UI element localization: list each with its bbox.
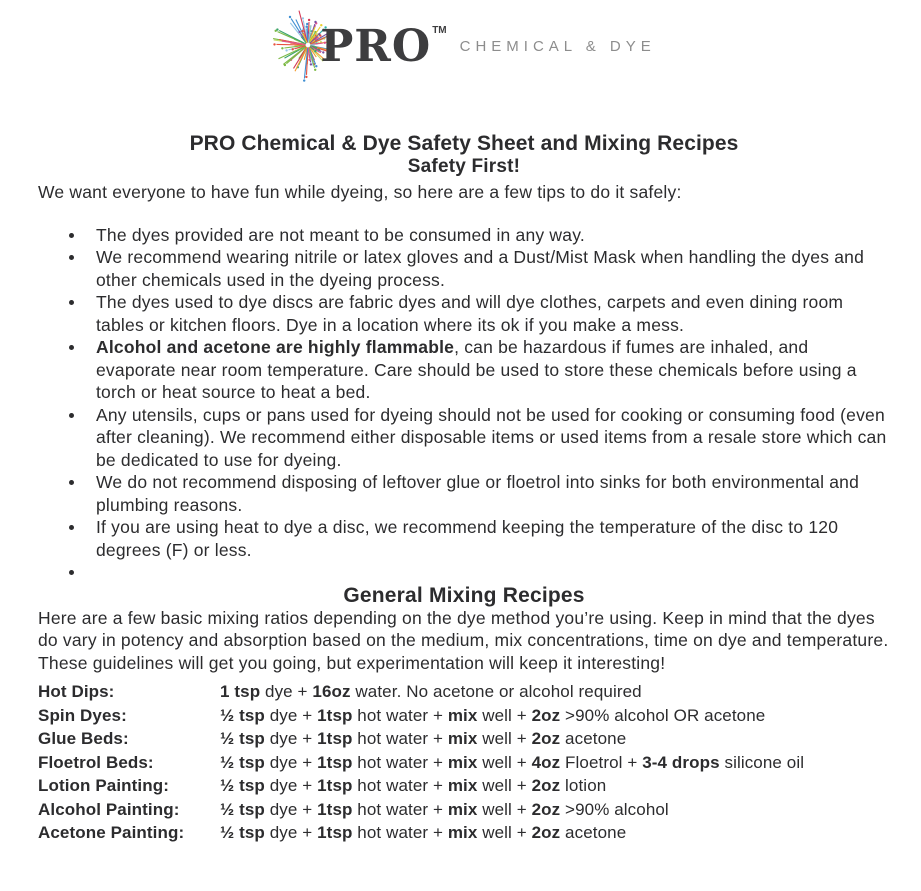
recipe-value xyxy=(220,798,890,822)
bold-text: ½ tsp xyxy=(220,752,265,772)
text: acetone xyxy=(560,729,627,748)
bold-text: 2oz xyxy=(531,729,561,748)
recipe-value xyxy=(220,821,890,845)
text: dye + xyxy=(264,705,318,725)
text: dye + xyxy=(264,799,318,819)
text: Floetrol + xyxy=(560,752,643,772)
recipe-row xyxy=(38,774,890,798)
recipe-label: Floetrol Beds: xyxy=(38,752,154,772)
recipe-row xyxy=(38,704,890,728)
text: acetone xyxy=(560,823,627,842)
bold-text: 1tsp xyxy=(317,799,353,819)
bold-text: mix xyxy=(447,799,478,819)
recipe-value xyxy=(220,727,890,751)
text: well + xyxy=(477,776,532,795)
recipe-row xyxy=(38,727,890,751)
text: We do not recommend disposing of leftover glue or floetrol into sinks for both environmental and plumbing reasons. xyxy=(96,472,860,515)
text: lotion xyxy=(560,776,607,795)
text: hot water + xyxy=(352,705,448,725)
text: hot water + xyxy=(352,799,448,819)
safety-bullet-item xyxy=(68,291,890,336)
text: silicone oil xyxy=(719,752,805,772)
recipe-label: Spin Dyes: xyxy=(38,705,127,725)
text: hot water + xyxy=(352,776,448,795)
mixing-recipes-heading: General Mixing Recipes xyxy=(343,583,585,607)
recipe-value xyxy=(220,704,890,728)
text: water. No acetone or alcohol required xyxy=(350,682,642,701)
bold-text: mix xyxy=(447,705,478,725)
recipe-row xyxy=(38,821,890,845)
bold-text: Alcohol and acetone are highly flammable xyxy=(96,337,455,357)
text: dye + xyxy=(260,682,313,701)
recipe-value xyxy=(220,751,890,775)
recipes-list xyxy=(38,680,890,845)
bold-text: ½ tsp xyxy=(220,799,265,819)
bold-text: 1tsp xyxy=(317,776,353,795)
text: dye + xyxy=(264,752,318,772)
text: , can be hazardous if fumes are inhaled, and evaporate near room temperature. Care should be used to store these chemicals before using a torch or heat source to heat a bed. xyxy=(96,337,857,402)
trademark-symbol: TM xyxy=(432,24,447,36)
bold-text: 4oz xyxy=(531,752,561,772)
safety-tips-list xyxy=(38,224,890,584)
bold-text: 2oz xyxy=(531,705,561,725)
document-title: PRO Chemical & Dye Safety Sheet and Mixing Recipes xyxy=(189,132,739,155)
text: hot water + xyxy=(352,752,448,772)
bold-text: 1tsp xyxy=(317,752,353,772)
document-subtitle: Safety First! xyxy=(407,156,521,177)
bold-text: 1tsp xyxy=(317,823,353,842)
text: well + xyxy=(477,823,532,842)
text: well + xyxy=(477,752,532,772)
recipe-label: Lotion Painting: xyxy=(38,776,169,795)
bold-text: 2oz xyxy=(531,776,561,795)
bold-text: mix xyxy=(447,776,478,795)
text: hot water + xyxy=(352,823,448,842)
text: The dyes provided are not meant to be consumed in any way. xyxy=(96,224,585,245)
safety-bullet-item xyxy=(68,561,890,584)
safety-bullet-item xyxy=(68,246,890,291)
mixing-intro-paragraph: Here are a few basic mixing ratios depending on the dye method you’re using. Keep in mind that the dyes do vary in potency and absorption based on the medium, mix concentrations, time on dye and temperature. These guidelines will get you going, but experimentation will keep it interesting! xyxy=(38,607,889,673)
safety-bullet-item xyxy=(68,404,890,472)
recipe-value xyxy=(220,774,890,798)
text: well + xyxy=(477,799,532,819)
bold-text: 1tsp xyxy=(317,705,353,725)
text: We recommend wearing nitrile or latex gloves and a Dust/Mist Mask when handling the dyes and other chemicals used in the dyeing process. xyxy=(96,247,865,290)
text: dye + xyxy=(264,729,318,748)
bold-text: ½ tsp xyxy=(220,823,265,842)
safety-bullet-item xyxy=(68,336,890,404)
brand-logo xyxy=(38,6,890,84)
safety-bullet-item xyxy=(68,516,890,561)
bold-text: ½ tsp xyxy=(220,705,265,725)
text: If you are using heat to dye a disc, we recommend keeping the temperature of the disc to 120 degrees (F) or less. xyxy=(96,517,839,560)
text: well + xyxy=(477,705,532,725)
bold-text: ½ tsp xyxy=(220,729,265,748)
bold-text: 3-4 drops xyxy=(642,752,720,772)
safety-bullet-item xyxy=(68,471,890,516)
text: The dyes used to dye discs are fabric dyes and will dye clothes, carpets and even dining room tables or kitchen floors. Dye in a location where its ok if you make a mess. xyxy=(96,292,844,335)
recipe-row xyxy=(38,680,890,704)
recipe-value xyxy=(220,680,890,704)
text: dye + xyxy=(264,776,318,795)
text: >90% alcohol xyxy=(560,799,669,819)
bold-text: mix xyxy=(447,729,478,748)
recipe-label: Hot Dips: xyxy=(38,682,115,701)
bold-text: mix xyxy=(447,752,478,772)
intro-paragraph: We want everyone to have fun while dyeing, so here are a few tips to do it safely: xyxy=(38,182,682,202)
bold-text: 16oz xyxy=(312,682,351,701)
text: dye + xyxy=(264,823,318,842)
text: hot water + xyxy=(352,729,448,748)
text: Any utensils, cups or pans used for dyeing should not be used for cooking or consuming food (even after cleaning). We recommend either disposable items or used items from a resale store which can be dedicated to use for dyeing. xyxy=(96,404,887,470)
recipe-label: Glue Beds: xyxy=(38,729,129,748)
recipe-row xyxy=(38,798,890,822)
recipe-label: Alcohol Painting: xyxy=(38,799,180,819)
bold-text: 2oz xyxy=(531,799,561,819)
bold-text: 1tsp xyxy=(317,729,353,748)
bold-text: 1 tsp xyxy=(220,682,261,701)
logo-tagline: CHEMICAL & DYE xyxy=(459,37,656,55)
recipe-label: Acetone Painting: xyxy=(38,823,185,842)
bold-text: 2oz xyxy=(531,823,561,842)
text: well + xyxy=(477,729,532,748)
safety-bullet-item xyxy=(68,224,890,247)
recipe-row xyxy=(38,751,890,775)
bold-text: mix xyxy=(447,823,478,842)
bold-text: ½ tsp xyxy=(220,776,265,795)
logo-wordmark: PRO xyxy=(320,21,432,72)
text: >90% alcohol OR acetone xyxy=(560,705,766,725)
